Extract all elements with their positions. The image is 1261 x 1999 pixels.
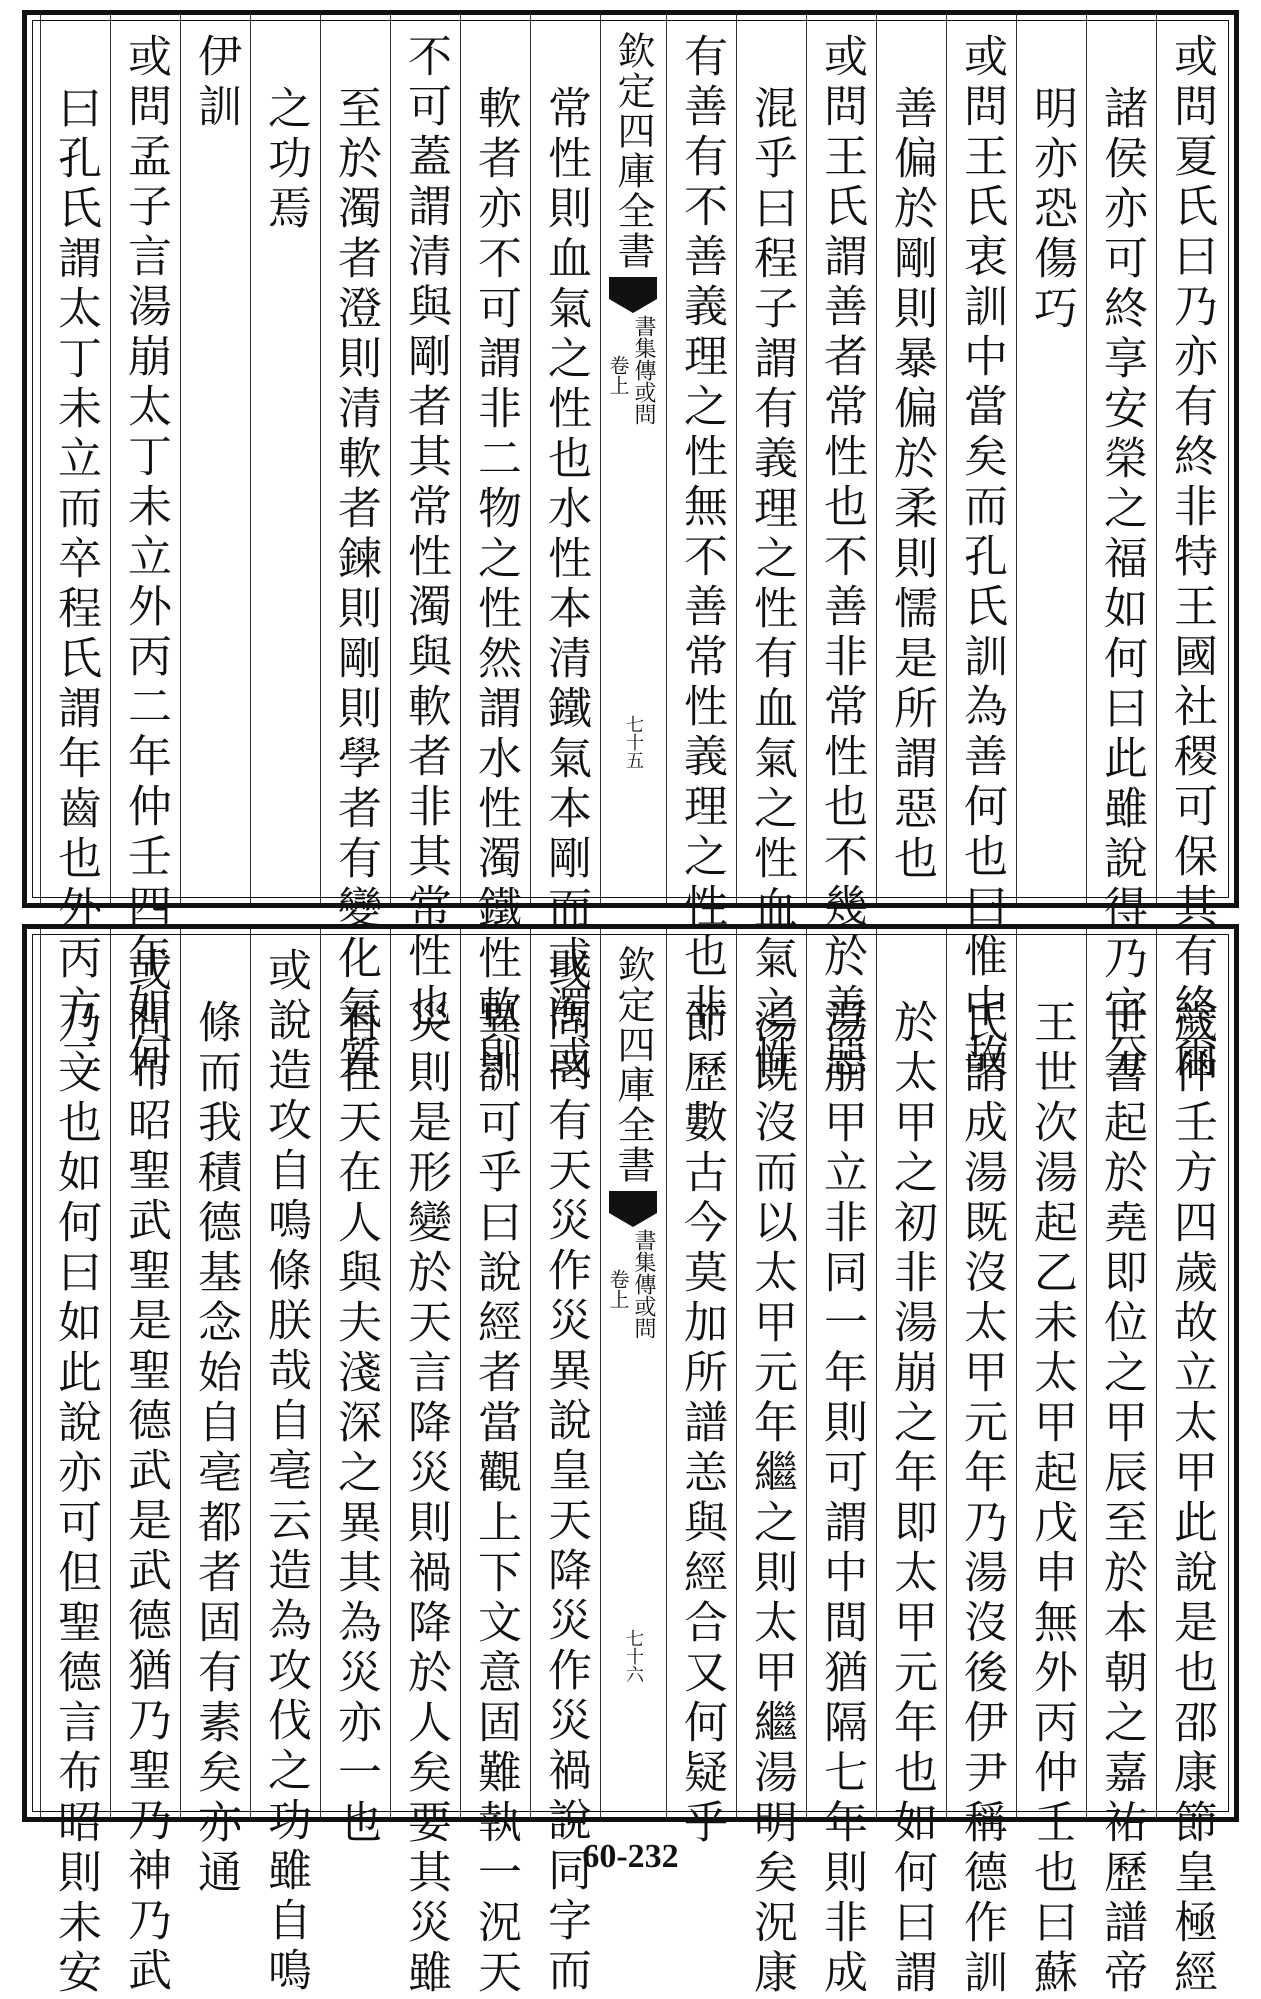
bottom-text-column [320, 929, 390, 1849]
column-text: 之功焉 [260, 85, 311, 235]
bottom-text-column [460, 929, 530, 1999]
bottom-text-column [736, 929, 806, 1999]
column-text: 或問罔有天災作災異說皇天降災作災禍說同字而 [540, 947, 591, 1997]
book-title: 書集傳或問 [631, 315, 656, 425]
book-title: 書集傳或問 [631, 1229, 656, 1339]
column-text: 有在天在人與夫淺深之異其為災亦一也 [330, 999, 381, 1849]
top-text-column [460, 15, 530, 1085]
column-text: 或問王氏謂善者常性也不善非常性也不幾於善惡 [816, 33, 867, 1083]
column-text: 乃文也如何曰如此說亦可但聖德言布昭則未安 [50, 999, 101, 1999]
column-text: 常性則血氣之性也水性本清鐵氣本剛而或濁或 [540, 85, 591, 1085]
column-text: 湯崩甲立非同一年則可謂中間猶隔七年則非成 [816, 999, 867, 1999]
top-text-column [876, 15, 946, 903]
center-fold-column [600, 929, 666, 1817]
column-text: 混乎曰程子謂有義理之性有血氣之性血氣之性 [746, 85, 797, 1085]
bottom-text-column [1016, 929, 1086, 1999]
column-text: 或問孟子言湯崩太丁未立外丙二年仲壬四年如何 [120, 33, 171, 1083]
column-text: 氏謂成湯既沒太甲元年乃湯沒後伊尹稱德作訓 [956, 999, 1007, 1999]
folio-number: 七十五 [623, 715, 644, 769]
top-text-column [250, 15, 320, 903]
page-number: 60-232 [582, 1838, 679, 1875]
column-text: 明亦恐傷巧 [1026, 85, 1077, 335]
column-text: 諸侯亦可終享安榮之福如何曰此雖說得乃字分 [1096, 85, 1147, 1085]
column-text: 災則是形變於天言降災則禍降於人矣要其災雖 [400, 999, 451, 1999]
column-text: 條而我積德基念始自亳都者固有素矣亦通 [190, 999, 241, 1899]
column-text: 王世次湯起乙未太甲起戊申無外丙仲壬也曰蘇 [1026, 999, 1077, 1999]
folio-number: 七十六 [623, 1629, 644, 1683]
bottom-text-column [180, 929, 250, 1899]
center-fold-column [600, 15, 666, 903]
top-text-column [390, 15, 460, 1033]
top-text-column [110, 15, 180, 1083]
column-text: 曰孔氏謂太丁未立而卒程氏謂年齒也外丙方二 [50, 85, 101, 1085]
column-text: 於太甲之初非湯崩之年即太甲元年也如何曰謂 [886, 999, 937, 1999]
column-text: 歲仲壬方四歲故立太甲此說是也邵康節皇極經 [1166, 999, 1217, 1999]
series-title: 欽定四庫全書 [611, 945, 655, 1185]
top-page [22, 10, 1239, 1085]
top-text-column [1086, 15, 1156, 1085]
bottom-text-column [110, 929, 180, 1997]
bottom-text-column [806, 929, 876, 1999]
column-text: 異訓可乎曰說經者當觀上下文意固難執一況天 [470, 999, 521, 1999]
top-text-column [40, 15, 110, 1085]
volume-label: 卷上 [606, 1269, 630, 1309]
top-text-column [320, 15, 390, 1085]
top-text-column [806, 15, 876, 1083]
top-text-column [180, 15, 250, 903]
bottom-text-column [1156, 929, 1226, 1999]
fish-tail-mark-icon [609, 277, 657, 299]
column-text: 至於濁者澄則清軟者鍊則剛則學者有變化氣質 [330, 85, 381, 1085]
bottom-text-column [250, 929, 320, 1997]
top-text-column [946, 15, 1016, 1083]
column-text: 或問王氏衷訓中當矣而孔氏訓為善何也曰惟中故 [956, 33, 1007, 1083]
column-text: 伊訓 [190, 33, 241, 133]
top-text-column [1156, 15, 1226, 1083]
column-text: 或問布昭聖武聖是聖德武是武德猶乃聖乃神乃武 [120, 947, 171, 1997]
series-title: 欽定四庫全書 [611, 31, 655, 271]
bottom-text-column [946, 929, 1016, 1999]
column-text: 世書起於堯即位之甲辰至於本朝之嘉祐歷譜帝 [1096, 999, 1147, 1999]
top-text-column [736, 15, 806, 1085]
bottom-text-column [530, 929, 600, 1997]
fish-tail-mark-icon [609, 1191, 657, 1213]
column-text: 或說造攻自鳴條朕哉自亳云造為攻伐之功雖自鳴 [260, 947, 311, 1997]
bottom-text-column [1086, 929, 1156, 1999]
column-text: 或問夏氏曰乃亦有終非特王國社稷可保其有終爾 [1166, 33, 1217, 1083]
column-text: 節歷數古今莫加所譜恙與經合又何疑乎 [676, 999, 727, 1849]
bottom-text-column [666, 929, 736, 1849]
column-text: 不可蓋謂清與剛者其常性濁與軟者非其常性也 [400, 33, 451, 1033]
column-text: 有善有不善義理之性無不善常性義理之性也非 [676, 33, 727, 1033]
volume-label: 卷上 [606, 355, 630, 395]
bottom-text-column [876, 929, 946, 1999]
bottom-text-column [390, 929, 460, 1999]
column-text: 湯既沒而以太甲元年繼之則太甲繼湯明矣況康 [746, 999, 797, 1999]
column-text: 善偏於剛則暴偏於柔則懦是所謂惡也 [886, 85, 937, 885]
top-text-column [1016, 15, 1086, 903]
column-text: 軟者亦不可謂非二物之性然謂水性濁鐵性軟則 [470, 85, 521, 1085]
top-text-column [666, 15, 736, 1033]
top-text-column [530, 15, 600, 1085]
bottom-text-column [40, 929, 110, 1999]
